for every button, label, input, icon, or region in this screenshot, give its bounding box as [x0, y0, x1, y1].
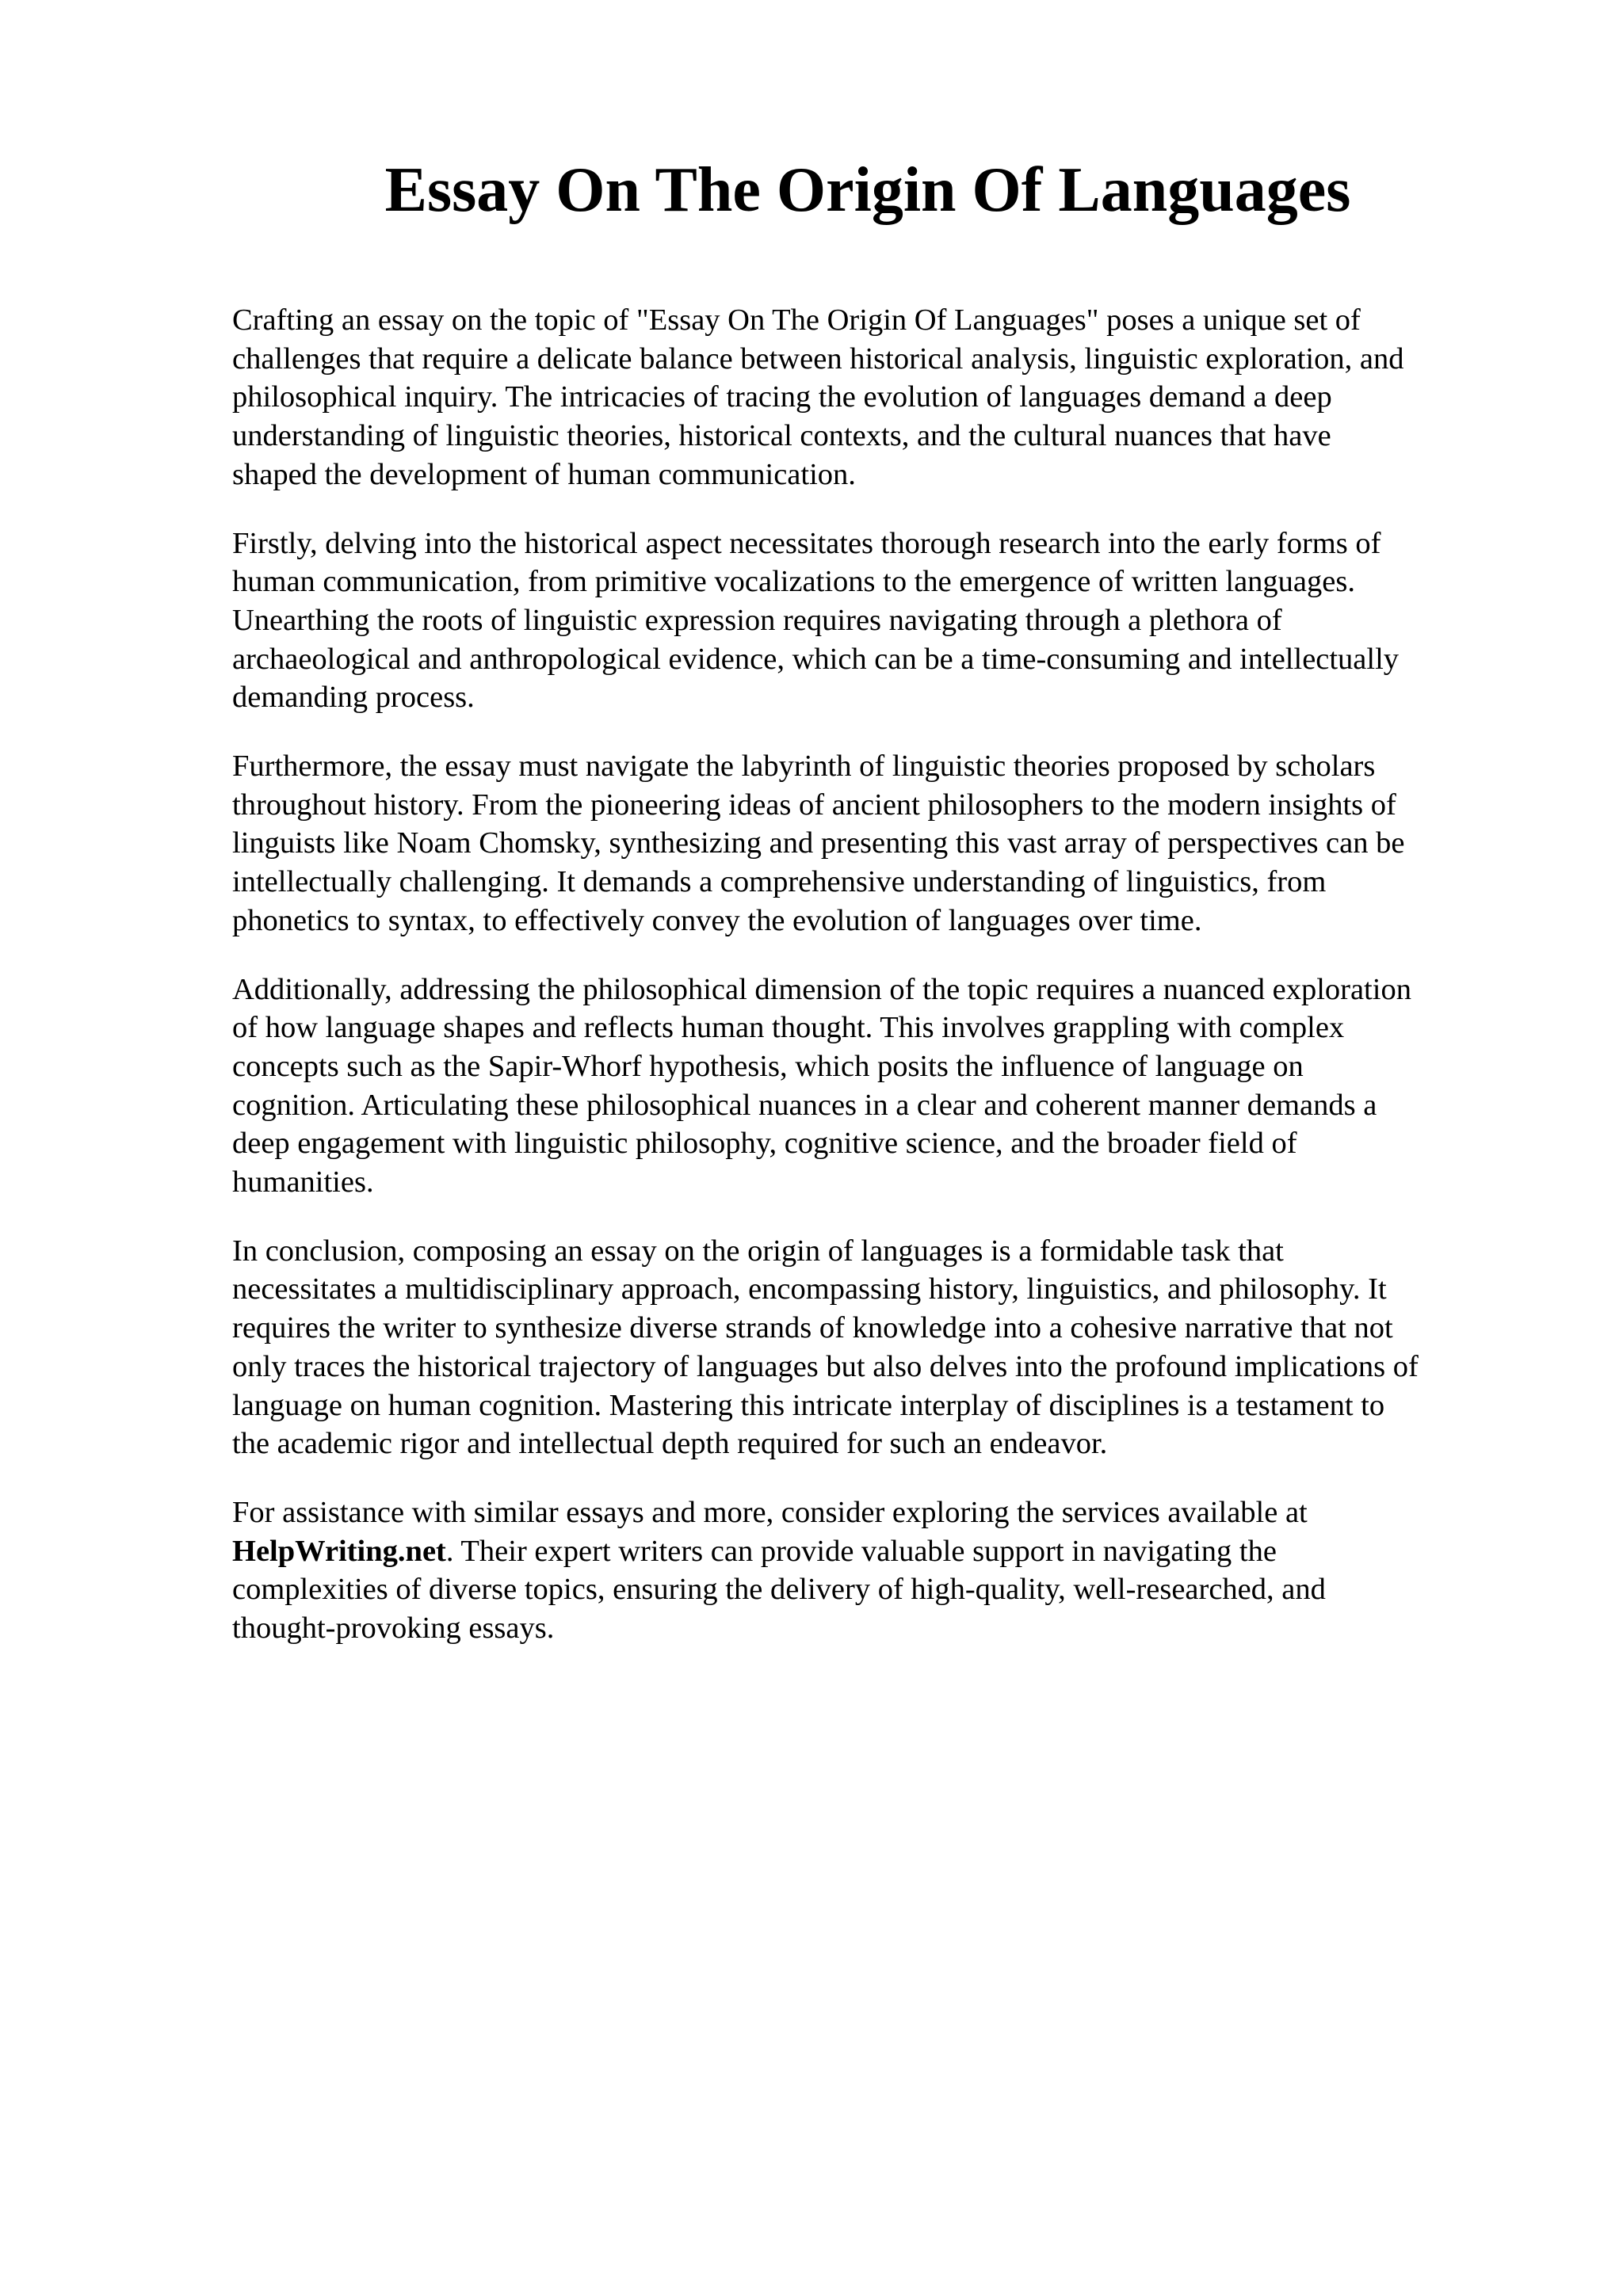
text-line: complexities of diverse topics, ensuring the delivery of high-quality, well-researched, and — [232, 1573, 1326, 1607]
text-line: Furthermore, the essay must navigate the labyrinth of linguistic theories proposed by scholars — [232, 749, 1376, 784]
text-line: language on human cognition. Mastering this intricate interplay of disciplines is a testament to — [232, 1388, 1385, 1422]
text-line: shaped the development of human communication. — [232, 457, 856, 491]
text-line: throughout history. From the pioneering ideas of ancient philosophers to the modern insights of — [232, 788, 1396, 822]
text-line: concepts such as the Sapir-Whorf hypothesis, which posits the influence of language on — [232, 1049, 1304, 1083]
text-line: Crafting an essay on the topic of "Essay On The Origin Of Languages" poses a unique set of — [232, 303, 1361, 337]
text-fragment: . Their expert writers can provide valuable support in navigating the — [445, 1534, 1277, 1568]
text-line: human communication, from primitive vocalizations to the emergence of written languages. — [232, 565, 1355, 599]
paragraph-closing — [232, 1493, 1532, 1648]
essay-body — [232, 301, 1532, 1678]
text-line: Unearthing the roots of linguistic expression requires navigating through a plethora of — [232, 603, 1282, 637]
text-line: Additionally, addressing the philosophical dimension of the topic requires a nuanced exploration — [232, 972, 1411, 1006]
page-title: Essay On The Origin Of Languages — [384, 155, 1351, 225]
text-line: phonetics to syntax, to effectively convey the evolution of languages over time. — [232, 903, 1202, 937]
text-line: linguists like Noam Chomsky, synthesizing and presenting this vast array of perspectives can be — [232, 826, 1405, 860]
paragraph-historical — [232, 524, 1532, 718]
text-line: intellectually challenging. It demands a comprehensive understanding of linguistics, from — [232, 865, 1327, 899]
text-line: challenges that require a delicate balance between historical analysis, linguistic exploration, and — [232, 341, 1404, 376]
text-line: the academic rigor and intellectual depth required for such an endeavor. — [232, 1427, 1108, 1461]
text-line: archaeological and anthropological evidence, which can be a time-consuming and intellectually — [232, 642, 1400, 676]
text-line: requires the writer to synthesize diverse strands of knowledge into a cohesive narrative that not — [232, 1311, 1393, 1345]
text-line: only traces the historical trajectory of languages but also delves into the profound implications of — [232, 1349, 1419, 1383]
text-line: demanding process. — [232, 681, 475, 715]
paragraph-philosophical — [232, 971, 1532, 1202]
text-line: Firstly, delving into the historical aspect necessitates thorough research into the early forms of — [232, 526, 1381, 560]
paragraph-intro — [232, 301, 1532, 494]
text-line-with-site — [232, 1532, 1532, 1571]
text-line: necessitates a multidisciplinary approach, encompassing history, linguistics, and philosophy. It — [232, 1272, 1387, 1306]
text-line: of how language shapes and reflects human thought. This involves grappling with complex — [232, 1011, 1345, 1045]
text-line: In conclusion, composing an essay on the origin of languages is a formidable task that — [232, 1234, 1284, 1268]
text-line: For assistance with similar essays and more, consider exploring the services available at — [232, 1495, 1308, 1529]
text-line: thought-provoking essays. — [232, 1611, 555, 1646]
paragraph-theories — [232, 747, 1532, 940]
text-line: philosophical inquiry. The intricacies of tracing the evolution of languages demand a deep — [232, 380, 1332, 414]
paragraph-conclusion — [232, 1232, 1532, 1463]
text-line: understanding of linguistic theories, historical contexts, and the cultural nuances that have — [232, 419, 1331, 453]
text-line: deep engagement with linguistic philosophy, cognitive science, and the broader field of — [232, 1127, 1297, 1161]
text-line: humanities. — [232, 1165, 374, 1199]
text-line: cognition. Articulating these philosophical nuances in a clear and coherent manner demands a — [232, 1088, 1377, 1122]
helpwriting-site-name: HelpWriting.net — [232, 1534, 446, 1568]
